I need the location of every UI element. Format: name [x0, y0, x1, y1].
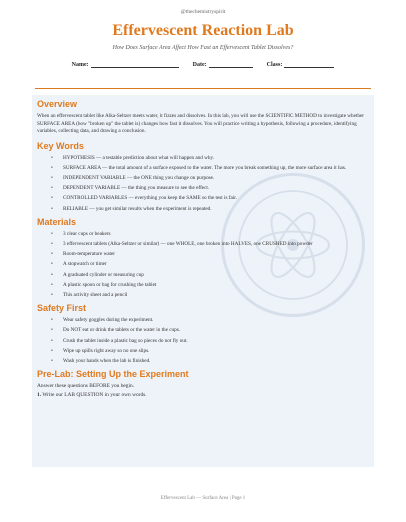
class-line[interactable]	[284, 62, 334, 68]
page-title: Effervescent Reaction Lab	[112, 22, 294, 39]
list-item	[51, 175, 369, 182]
bullet-icon: •	[51, 240, 53, 247]
bullet-icon: •	[51, 195, 53, 202]
safety-heading: Safety First	[37, 303, 87, 314]
materials-list	[51, 231, 369, 299]
bullet-icon: •	[51, 281, 53, 288]
header-divider	[35, 88, 371, 89]
list-item-text: CONTROLLED VARIABLES — everything you keep the SAME so the test is fair.	[63, 195, 238, 202]
question-text: Write our LAB QUESTION in your own words.	[42, 392, 147, 399]
list-item	[51, 195, 369, 202]
bullet-icon: •	[51, 251, 53, 258]
name-line[interactable]	[91, 62, 179, 68]
page-subtitle: How Does Surface Area Affect How Fast an Effervescent Tablet Dissolves?	[112, 45, 294, 51]
list-item-text: 3 effervescent tablets (Alka-Seltzer or similar) — one WHOLE, one broken into HALVES, one CRUSHED into powder	[63, 240, 313, 247]
name-field[interactable]	[72, 62, 179, 68]
list-item-text: This activity sheet and a pencil	[63, 291, 128, 298]
list-item	[51, 338, 369, 345]
bullet-icon: •	[51, 271, 53, 278]
list-item-text: Wipe up spills right away so no one slips.	[63, 347, 150, 354]
list-item	[51, 206, 369, 213]
key-words-list	[51, 155, 369, 213]
list-item	[51, 155, 369, 162]
key-words-heading: Key Words	[37, 140, 84, 151]
bullet-icon: •	[51, 261, 53, 268]
bullet-icon: •	[51, 230, 53, 237]
list-item	[51, 251, 369, 258]
overview-section	[37, 99, 369, 136]
author-handle: @thechemistryspirit	[180, 9, 226, 15]
class-label: Class:	[266, 62, 283, 68]
list-item-text: Room-temperature water	[63, 251, 115, 258]
bullet-icon: •	[51, 154, 53, 161]
student-info-fields	[0, 62, 406, 68]
list-item	[51, 231, 369, 238]
list-item	[51, 327, 369, 334]
bullet-icon: •	[51, 357, 53, 364]
bullet-icon: •	[51, 291, 53, 298]
key-words-section	[37, 141, 369, 213]
worksheet-content	[37, 99, 369, 399]
page-footer: Effervescent Lab — Surface Area | Page 1	[160, 496, 246, 501]
safety-list	[51, 317, 369, 365]
class-field[interactable]	[267, 62, 335, 68]
list-item	[51, 185, 369, 192]
overview-text: When an effervescent tablet like Alka-Seltzer meets water, it fizzes and dissolves. In this lab, you will use the SCIENTIFIC METHOD to investigate whether SURFACE AREA (how "broken up" the tablet is) changes how fast it dissolves. You will practice writing a hypothesis, following a procedure, identifying variables, collecting data, and drawing a conclusion.	[37, 113, 364, 134]
question-number: 1.	[37, 392, 42, 399]
list-item-text: SURFACE AREA — the total amount of a surface exposed to the water. The more you break something up, the more surface area it has.	[63, 164, 347, 171]
list-item	[51, 165, 369, 172]
list-item	[51, 272, 369, 279]
bullet-icon: •	[51, 185, 53, 192]
list-item-text: HYPOTHESIS — a testable prediction about what will happen and why.	[63, 154, 215, 161]
name-label: Name:	[71, 62, 89, 68]
prelab-intro: Answer these questions BEFORE you begin.	[37, 383, 135, 390]
list-item-text: A graduated cylinder or measuring cup	[63, 271, 144, 278]
list-item	[51, 282, 369, 289]
list-item-text: A plastic spoon or bag for crushing the tablet	[63, 281, 157, 288]
list-item-text: Do NOT eat or drink the tablets or the water in the cups.	[63, 327, 181, 334]
bullet-icon: •	[51, 327, 53, 334]
list-item-text: DEPENDENT VARIABLE — the thing you measure to see the effect.	[63, 185, 210, 192]
list-item-text: A stopwatch or timer	[63, 261, 107, 268]
list-item-text: RELIABLE — you get similar results when the experiment is repeated.	[63, 205, 212, 212]
materials-section	[37, 217, 369, 299]
date-label: Date:	[192, 62, 207, 68]
overview-heading: Overview	[37, 99, 78, 109]
list-item	[51, 292, 369, 299]
list-item	[51, 261, 369, 268]
list-item-text: Wash your hands when the lab is finished.	[63, 357, 151, 364]
date-line[interactable]	[209, 62, 253, 68]
list-item	[51, 241, 369, 248]
materials-heading: Materials	[37, 216, 77, 227]
list-item-text: Wear safety goggles during the experiment.	[63, 317, 154, 324]
prelab-question	[37, 392, 369, 399]
list-item-text: INDEPENDENT VARIABLE — the ONE thing you change on purpose.	[63, 174, 215, 181]
list-item-text: Crush the tablet inside a plastic bag so pieces do not fly out.	[63, 337, 188, 344]
safety-section	[37, 303, 369, 365]
bullet-icon: •	[51, 174, 53, 181]
list-item-text: 3 clear cups or beakers	[63, 230, 111, 237]
prelab-section	[37, 369, 369, 399]
list-item	[51, 348, 369, 355]
bullet-icon: •	[51, 347, 53, 354]
bullet-icon: •	[51, 205, 53, 212]
prelab-heading: Pre-Lab: Setting Up the Experiment	[37, 369, 189, 380]
list-item	[51, 358, 369, 365]
list-item	[51, 317, 369, 324]
bullet-icon: •	[51, 164, 53, 171]
bullet-icon: •	[51, 337, 53, 344]
bullet-icon: •	[51, 317, 53, 324]
date-field[interactable]	[193, 62, 253, 68]
